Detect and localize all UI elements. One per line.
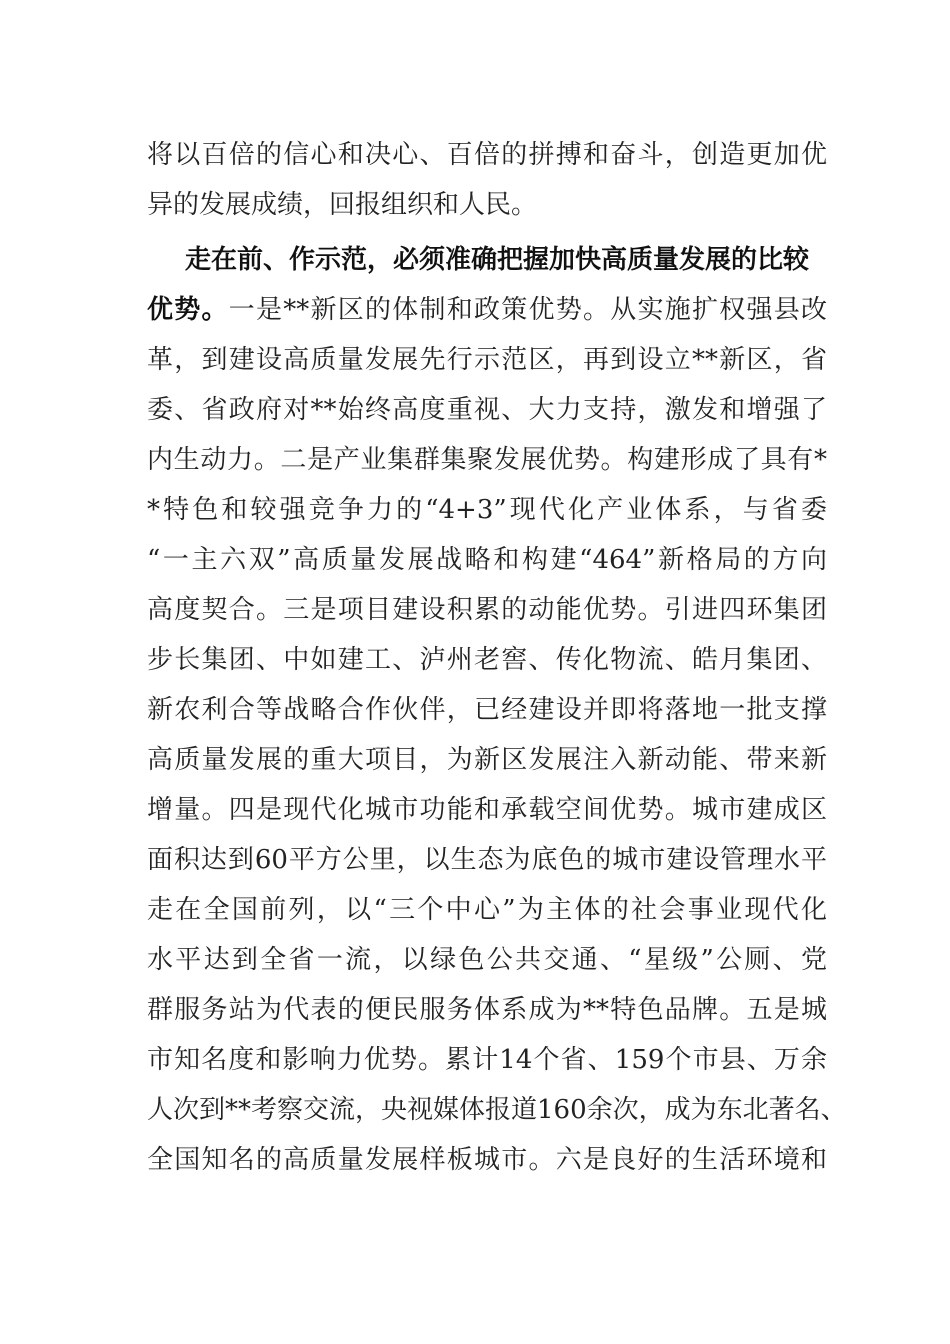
paragraph-2-line: 走在全国前列，以“三个中心”为主体的社会事业现代化 (147, 895, 827, 925)
paragraph-2-line: 增量。四是现代化城市功能和承载空间优势。城市建成区 (147, 795, 827, 825)
paragraph-2-line: 高度契合。三是项目建设积累的动能优势。引进四环集团 (147, 595, 827, 625)
paragraph-2-line: 面积达到60平方公里，以生态为底色的城市建设管理水平 (147, 845, 827, 875)
paragraph-2-line: 高质量发展的重大项目，为新区发展注入新动能、带来新 (147, 745, 827, 775)
paragraph-2-line-2 (147, 293, 827, 327)
paragraph-2-line: 市知名度和影响力优势。累计14个省、159个市县、万余 (147, 1045, 827, 1075)
paragraph-2-line: 内生动力。二是产业集群集聚发展优势。构建形成了具有* (147, 445, 827, 475)
paragraph-2-line: 新农利合等战略合作伙伴，已经建设并即将落地一批支撑 (147, 695, 827, 725)
paragraph-2-line: “一主六双”高质量发展战略和构建“464”新格局的方向 (147, 545, 827, 575)
paragraph-2-line: 革，到建设高质量发展先行示范区，再到设立**新区，省 (147, 345, 827, 375)
paragraph-2-line: 委、省政府对**始终高度重视、大力支持，激发和增强了 (147, 395, 827, 425)
paragraph-2-line: *特色和较强竞争力的“4+3”现代化产业体系，与省委 (147, 495, 827, 525)
paragraph-2-heading-end: 优势。 (147, 295, 229, 325)
paragraph-1-line-1: 将以百倍的信心和决心、百倍的拼搏和奋斗，创造更加优 (147, 140, 827, 170)
paragraph-2-line: 步长集团、中如建工、泸州老窖、传化物流、皓月集团、 (147, 645, 827, 675)
paragraph-2-line: 人次到**考察交流，央视媒体报道160余次，成为东北著名、 (147, 1095, 847, 1125)
paragraph-2-heading-line-1: 走在前、作示范，必须准确把握加快高质量发展的比较 (185, 245, 810, 275)
paragraph-2-line: 水平达到全省一流，以绿色公共交通、“星级”公厕、党 (147, 945, 827, 975)
paragraph-2-line-2-text: 一是**新区的体制和政策优势。从实施扩权强县改 (228, 295, 827, 325)
paragraph-2-line: 群服务站为代表的便民服务体系成为**特色品牌。五是城 (147, 995, 827, 1025)
paragraph-2-line: 全国知名的高质量发展样板城市。六是良好的生活环境和 (147, 1145, 827, 1175)
paragraph-1-line-2: 异的发展成绩，回报组织和人民。 (147, 190, 538, 220)
